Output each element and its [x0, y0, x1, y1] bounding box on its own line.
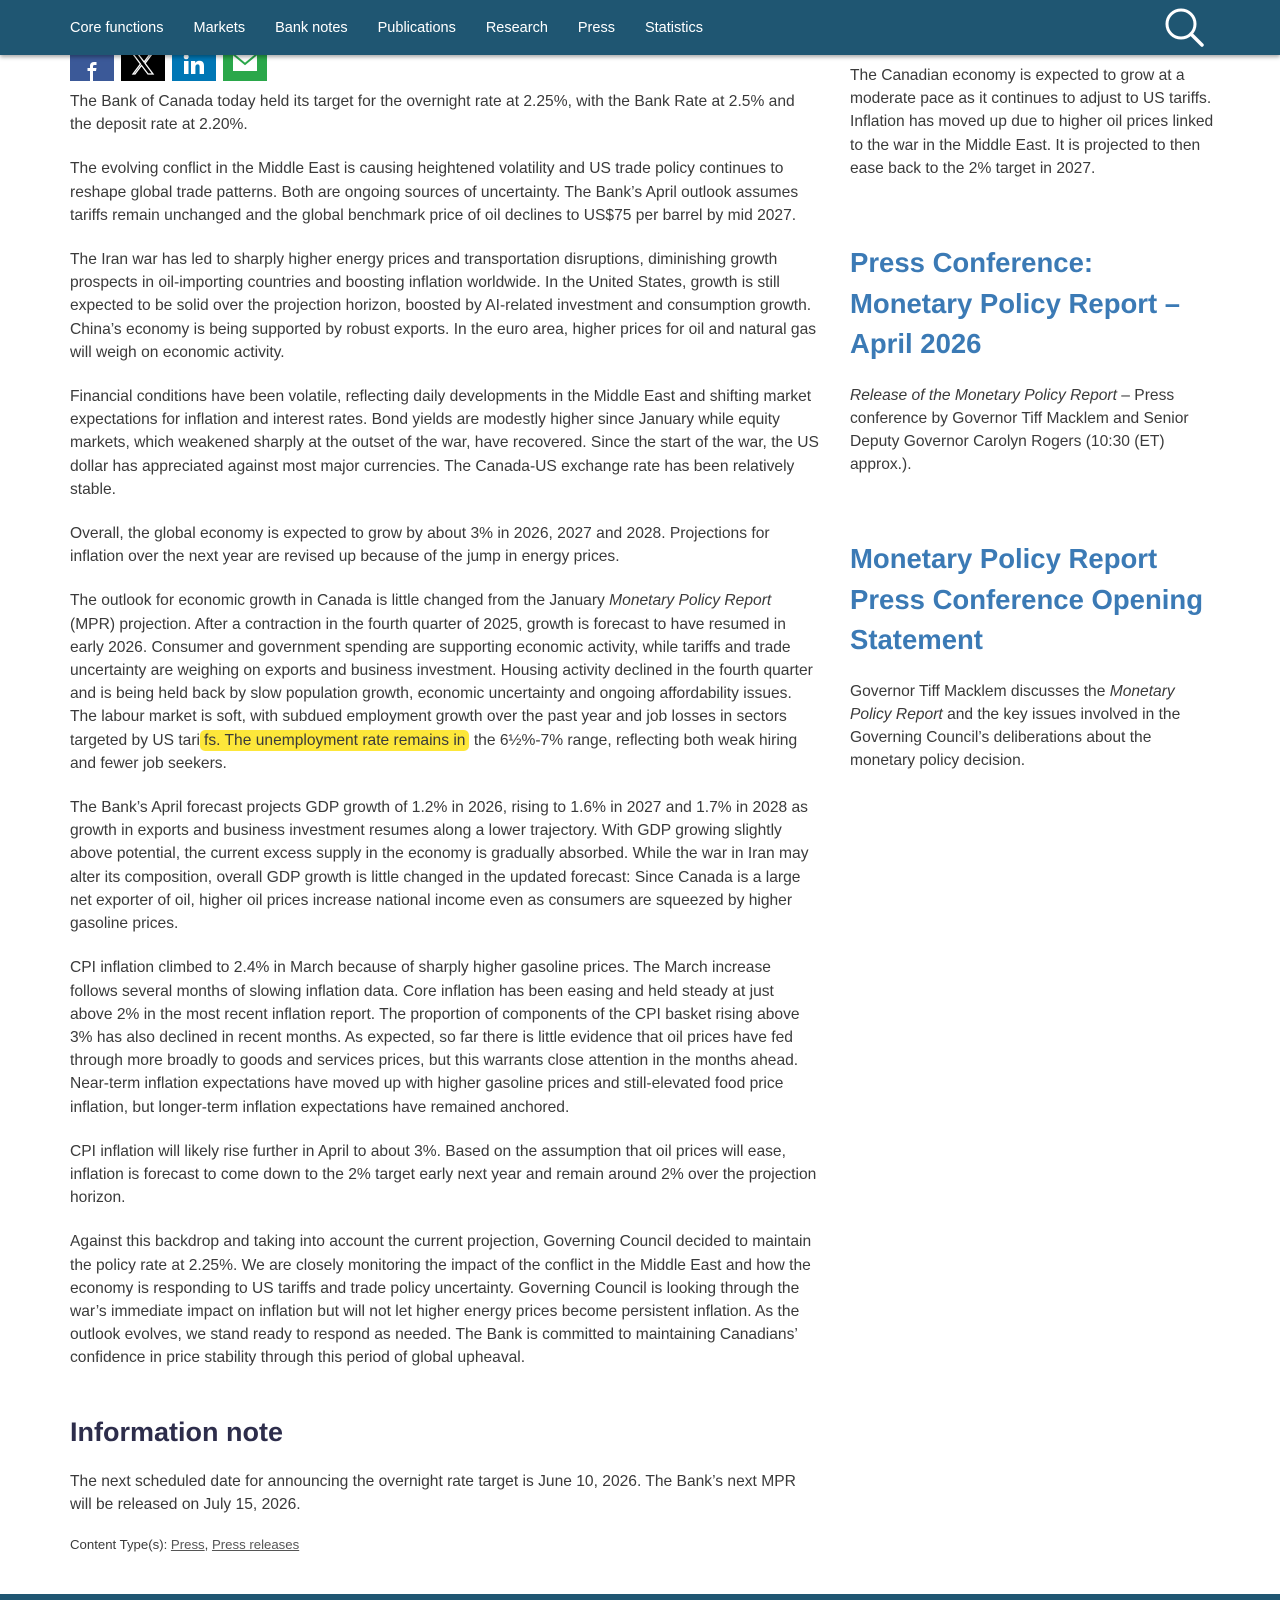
nav-core-functions[interactable]: Core functions — [70, 19, 164, 36]
nav-research[interactable]: Research — [485, 19, 548, 36]
opening-statement-link[interactable]: Monetary Policy Report Press Conference Opening Statement — [850, 543, 1204, 656]
search-button[interactable] — [1162, 6, 1210, 50]
text-segment: the 6½%-7% range, reflecting both weak hiring and fewer job seekers. — [70, 731, 798, 772]
text-segment: Governor Tiff Macklem discusses the — [850, 682, 1110, 700]
top-navigation-bar — [0, 0, 1280, 55]
opening-statement-description — [850, 680, 1220, 773]
article-paragraph: Financial conditions have been volatile, reflecting daily developments in the Middle East and shifting market expectations for inflation and interest rates. Bond yields are modestly higher since January while equity markets, which weakened sharply at the outset of the war, have recovered. Since the start of the war, the US dollar has appreciated against most major currencies. The Canada-US exchange rate has been relatively stable. — [70, 388, 819, 498]
sidebar-intro: The Canadian economy is expected to grow at a moderate pace as it continues to adjust to US tariffs. Inflation has moved up due to higher oil prices linked to the war in the Middle East. It is projected to then ease back to the 2% target in 2027. — [850, 67, 1214, 177]
press-conference-link[interactable]: Press Conference: Monetary Policy Report – April 2026 — [850, 247, 1181, 360]
mpr-title-italic: Monetary Policy Report — [609, 592, 772, 610]
content-type-label: Content Type(s): — [70, 1536, 171, 1552]
main-menu — [70, 0, 733, 55]
mpr-title-italic: Monetary Policy Report — [850, 682, 1175, 724]
sidebar — [850, 64, 1220, 773]
linkedin-icon — [181, 52, 207, 78]
article-paragraph: The evolving conflict in the Middle East is causing heightened volatility and US trade policy continues to reshape global trade patterns. Both are ongoing sources of uncertainty. The Bank’s April outlook assumes tariffs remain unchanged and the global benchmark price of oil declines to US$75 per barrel by mid 2027. — [70, 160, 799, 224]
article-paragraph: CPI inflation will likely rise further in April to about 3%. Based on the assumption that oil prices will ease, inflation is forecast to come down to the 2% target early next year and remain around 2% over the projection horizon. — [70, 1142, 817, 1207]
article-paragraph: The Bank’s April forecast projects GDP growth of 1.2% in 2026, rising to 1.6% in 2027 and 1.7% in 2028 as growth in exports and business investment resumes along a lower trajectory. With GDP growing slightly above potential, the current excess supply in the economy is gradually absorbed. While the war in Iran may alter its composition, overall GDP growth is little changed in the updated forecast: Since Canada is a large net exporter of oil, higher oil prices increase national income even as consumers are squeezed by higher gasoline prices. — [70, 799, 809, 933]
text-segment: (MPR) projection. After a contraction in the fourth quarter of 2025, growth is forecast to have resumed in early 2026. Consumer and government spending are supporting economic activity, while tariffs and trade uncertainty are weighing on exports and business investment. Housing activity declined in the fourth quarter and is being held back by slow population growth, economic uncertainty and ongoing affordability issues. The labour market is soft, with subdued employment growth over the past year and job losses in sectors targeted by US tari — [70, 615, 813, 749]
nav-statistics[interactable]: Statistics — [644, 19, 703, 36]
text-segment: The outlook for economic growth in Canada is little changed from the January — [70, 592, 610, 610]
facebook-icon — [82, 59, 102, 81]
text-segment: and the key issues involved in the Governing Council’s deliberations about the monetary policy decision. — [850, 706, 1181, 770]
nav-bank-notes[interactable]: Bank notes — [275, 19, 348, 36]
article-paragraph: The Iran war has led to sharply higher energy prices and transportation disruptions, diminishing growth prospects in oil-importing countries and boosting inflation worldwide. In the United States, growth is still expected to be solid over the projection horizon, boosted by AI-related investment and consumption growth. China’s economy is being supported by robust exports. In the euro area, higher prices for oil and natural gas will weigh on economic activity. — [70, 251, 817, 361]
nav-publications[interactable]: Publications — [377, 19, 456, 36]
information-note-text: The next scheduled date for announcing the overnight rate target is June 10, 2026. The Bank’s next MPR will be released on July 15, 2026. — [70, 1472, 796, 1513]
highlighted-text: fs. The unemployment rate remains in — [200, 730, 469, 751]
nav-press[interactable]: Press — [577, 19, 615, 36]
text-segment: – Press conference by Governor Tiff Macklem and Senior Deputy Governor Carolyn Rogers (10:30 (ET) approx.). — [850, 386, 1189, 474]
article-paragraph: Against this backdrop and taking into account the current projection, Governing Council decided to maintain the policy rate at 2.25%. We are closely monitoring the impact of the conflict in the Middle East and how the economy is responding to US tariffs and trade policy uncertainty. Governing Council is looking through the war’s immediate impact on inflation but will not let higher energy prices become persistent inflation. As the outlook evolves, we stand ready to respond as needed. The Bank is committed to maintaining Canadians’ confidence in price stability through this period of global upheaval. — [70, 1233, 812, 1367]
content-type-separator: , — [204, 1536, 212, 1552]
information-note-heading: Information note — [70, 1416, 283, 1447]
content-type-line — [70, 1537, 820, 1552]
release-title-italic: Release of the Monetary Policy Report — [850, 386, 1117, 404]
nav-markets[interactable]: Markets — [193, 19, 246, 36]
content-type-link-press[interactable]: Press — [170, 1536, 205, 1552]
search-icon — [1162, 6, 1210, 50]
email-icon — [232, 53, 258, 73]
article-paragraph: Overall, the global economy is expected to grow by about 3% in 2026, 2027 and 2028. Projections for inflation over the next year are revised up because of the jump in energy prices. — [70, 525, 770, 566]
article-paragraph: The Bank of Canada today held its target for the overnight rate at 2.25%, with the Bank Rate at 2.5% and the deposit rate at 2.20%. — [70, 93, 795, 134]
content-type-link-press-releases[interactable]: Press releases — [211, 1536, 300, 1552]
press-conference-description — [850, 384, 1220, 477]
article-body — [70, 90, 820, 1552]
x-icon — [130, 52, 156, 78]
footer-bar — [0, 1594, 1280, 1600]
article-paragraph-canada-outlook — [70, 589, 820, 775]
article-paragraph: CPI inflation climbed to 2.4% in March because of sharply higher gasoline prices. The March increase follows several months of slowing inflation data. Core inflation has been easing and held steady at just above 2% in the most recent inflation report. The proportion of components of the CPI basket rising above 3% has also declined in recent months. As expected, so far there is little evidence that oil prices have fed through more broadly to goods and services prices, but this warrants close attention in the months ahead. Near-term inflation expectations have moved up with higher gasoline prices and still-elevated food price inflation, but longer-term inflation expectations have remained anchored. — [70, 959, 800, 1116]
